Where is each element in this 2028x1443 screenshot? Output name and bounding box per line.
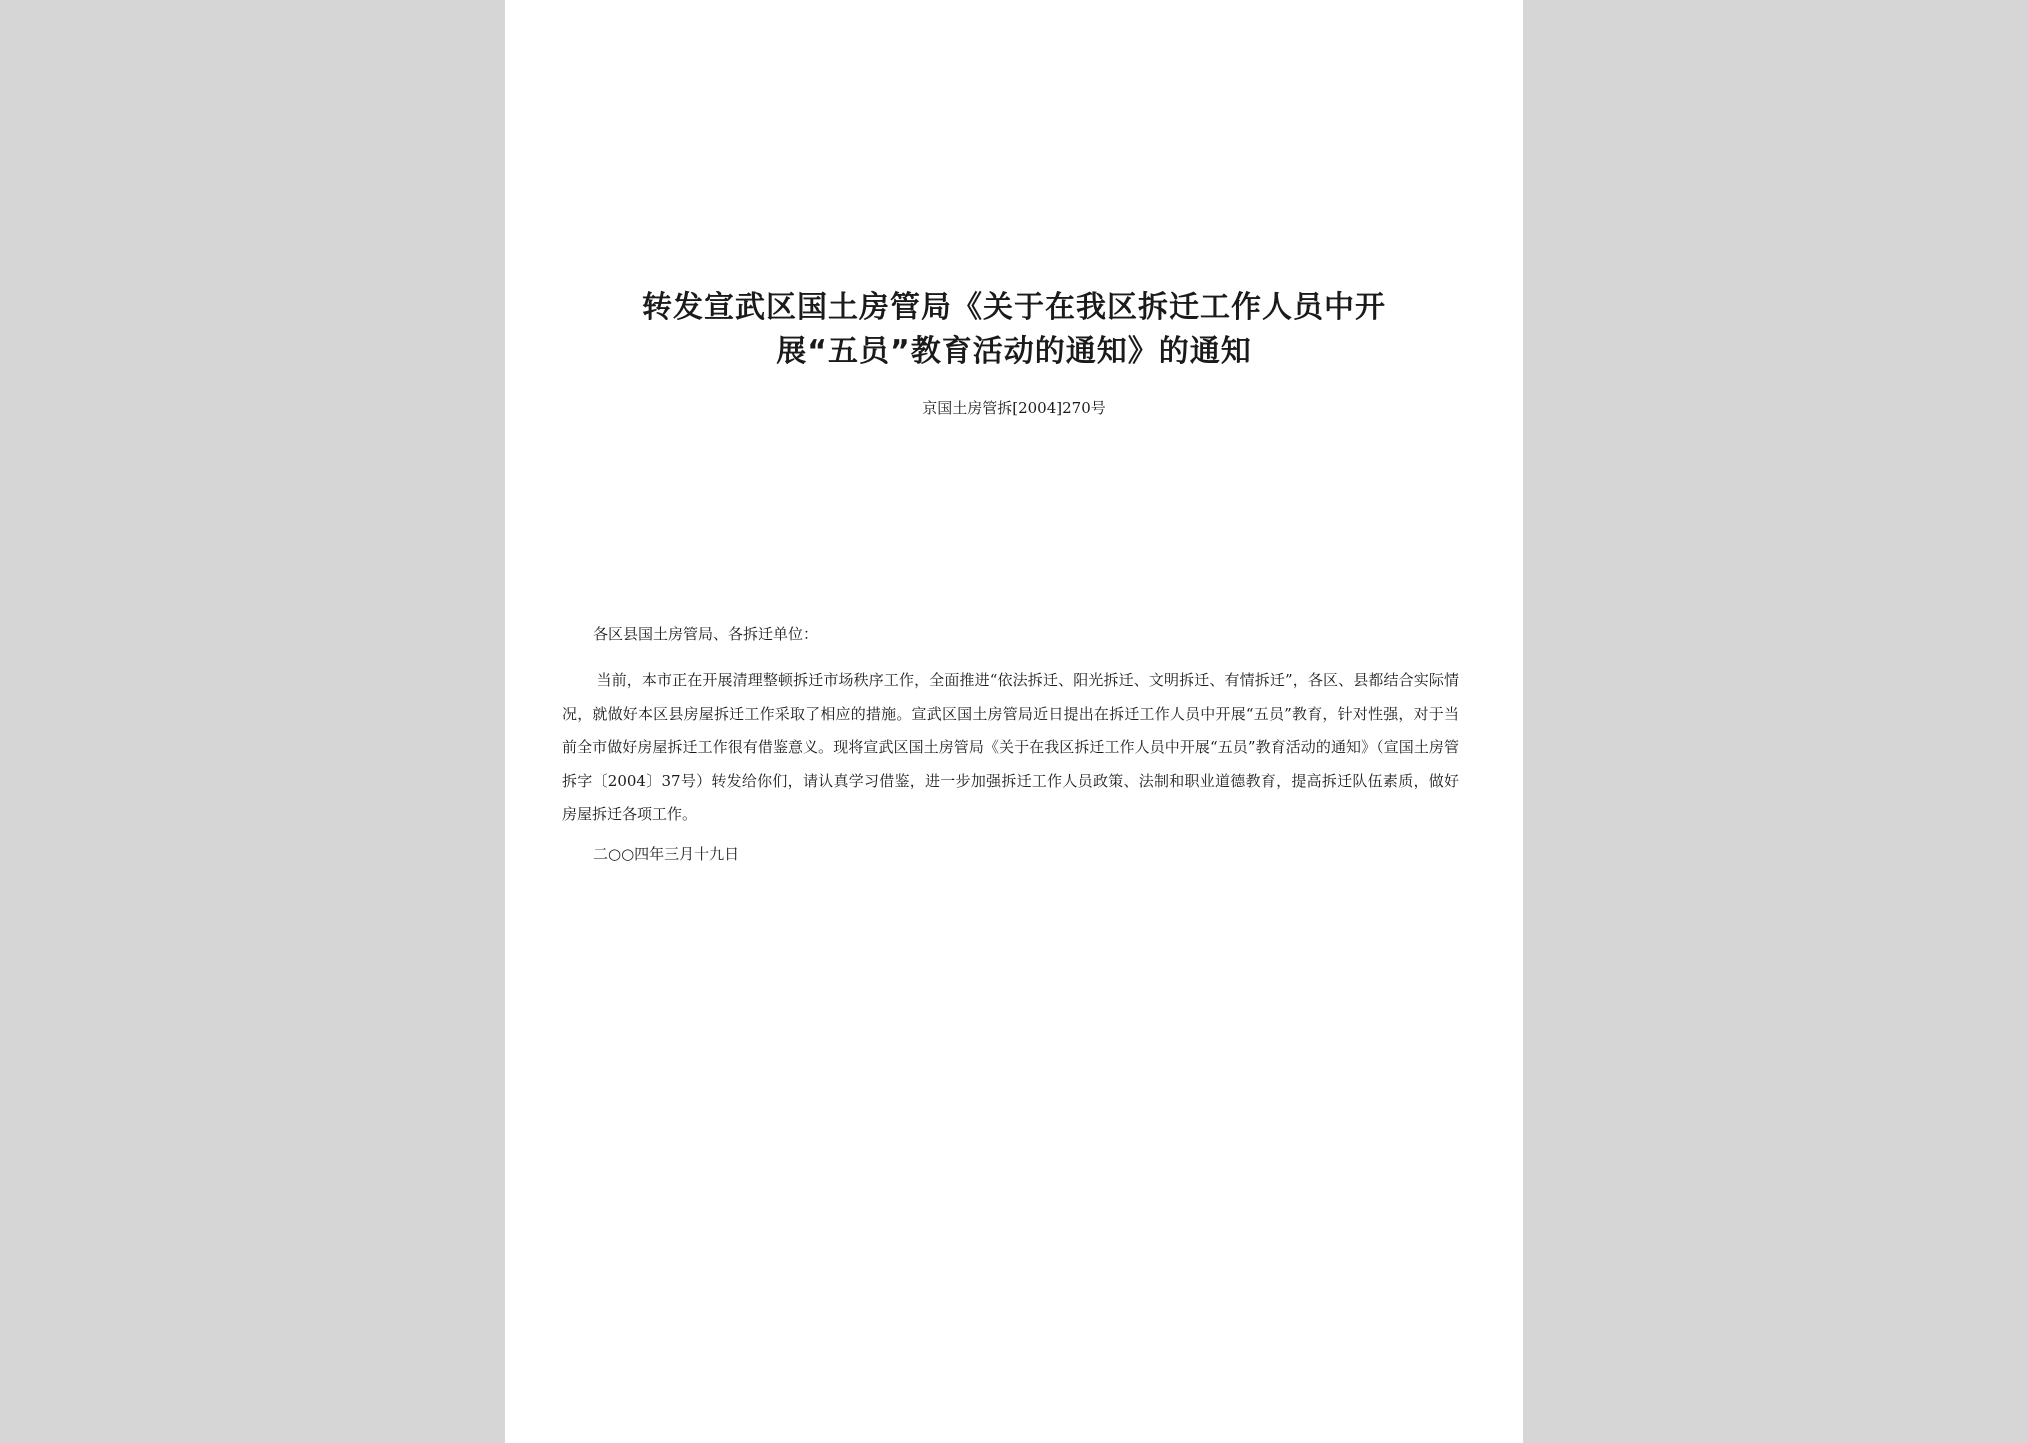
title-line-2: 展“五员”教育活动的通知》的通知	[776, 334, 1252, 369]
document-number: 京国土房管拆[2004]270号	[922, 399, 1106, 417]
salutation: 各区县国土房管局、各拆迁单位：	[593, 625, 819, 643]
body-paragraph: 当前，本市正在开展清理整顿拆迁市场秩序工作，全面推进“依法拆迁、阳光拆迁、文明拆迁、有情拆迁”，各区、县都结合实际情况，就做好本区县房屋拆迁工作采取了相应的措施。宣武区国土房管局近日提出在拆迁工作人员中开展“五员”教育，针对性强，对于当前全市做好房屋拆迁工作很有借鉴意义。现将宣武区国土房管局《关于在我区拆迁工作人员中开展“五员”教育活动的通知》（宣国土房管拆字〔2004〕37号）转发给你们，请认真学习借鉴，进一步加强拆迁工作人员政策、法制和职业道德教育，提高拆迁队伍素质，做好房屋拆迁各项工作。	[562, 671, 1459, 823]
document-date: 二○○四年三月十九日	[593, 845, 740, 863]
document-page	[505, 0, 1523, 1443]
document-title	[565, 286, 1463, 374]
title-line-1: 转发宣武区国土房管局《关于在我区拆迁工作人员中开	[642, 290, 1386, 325]
